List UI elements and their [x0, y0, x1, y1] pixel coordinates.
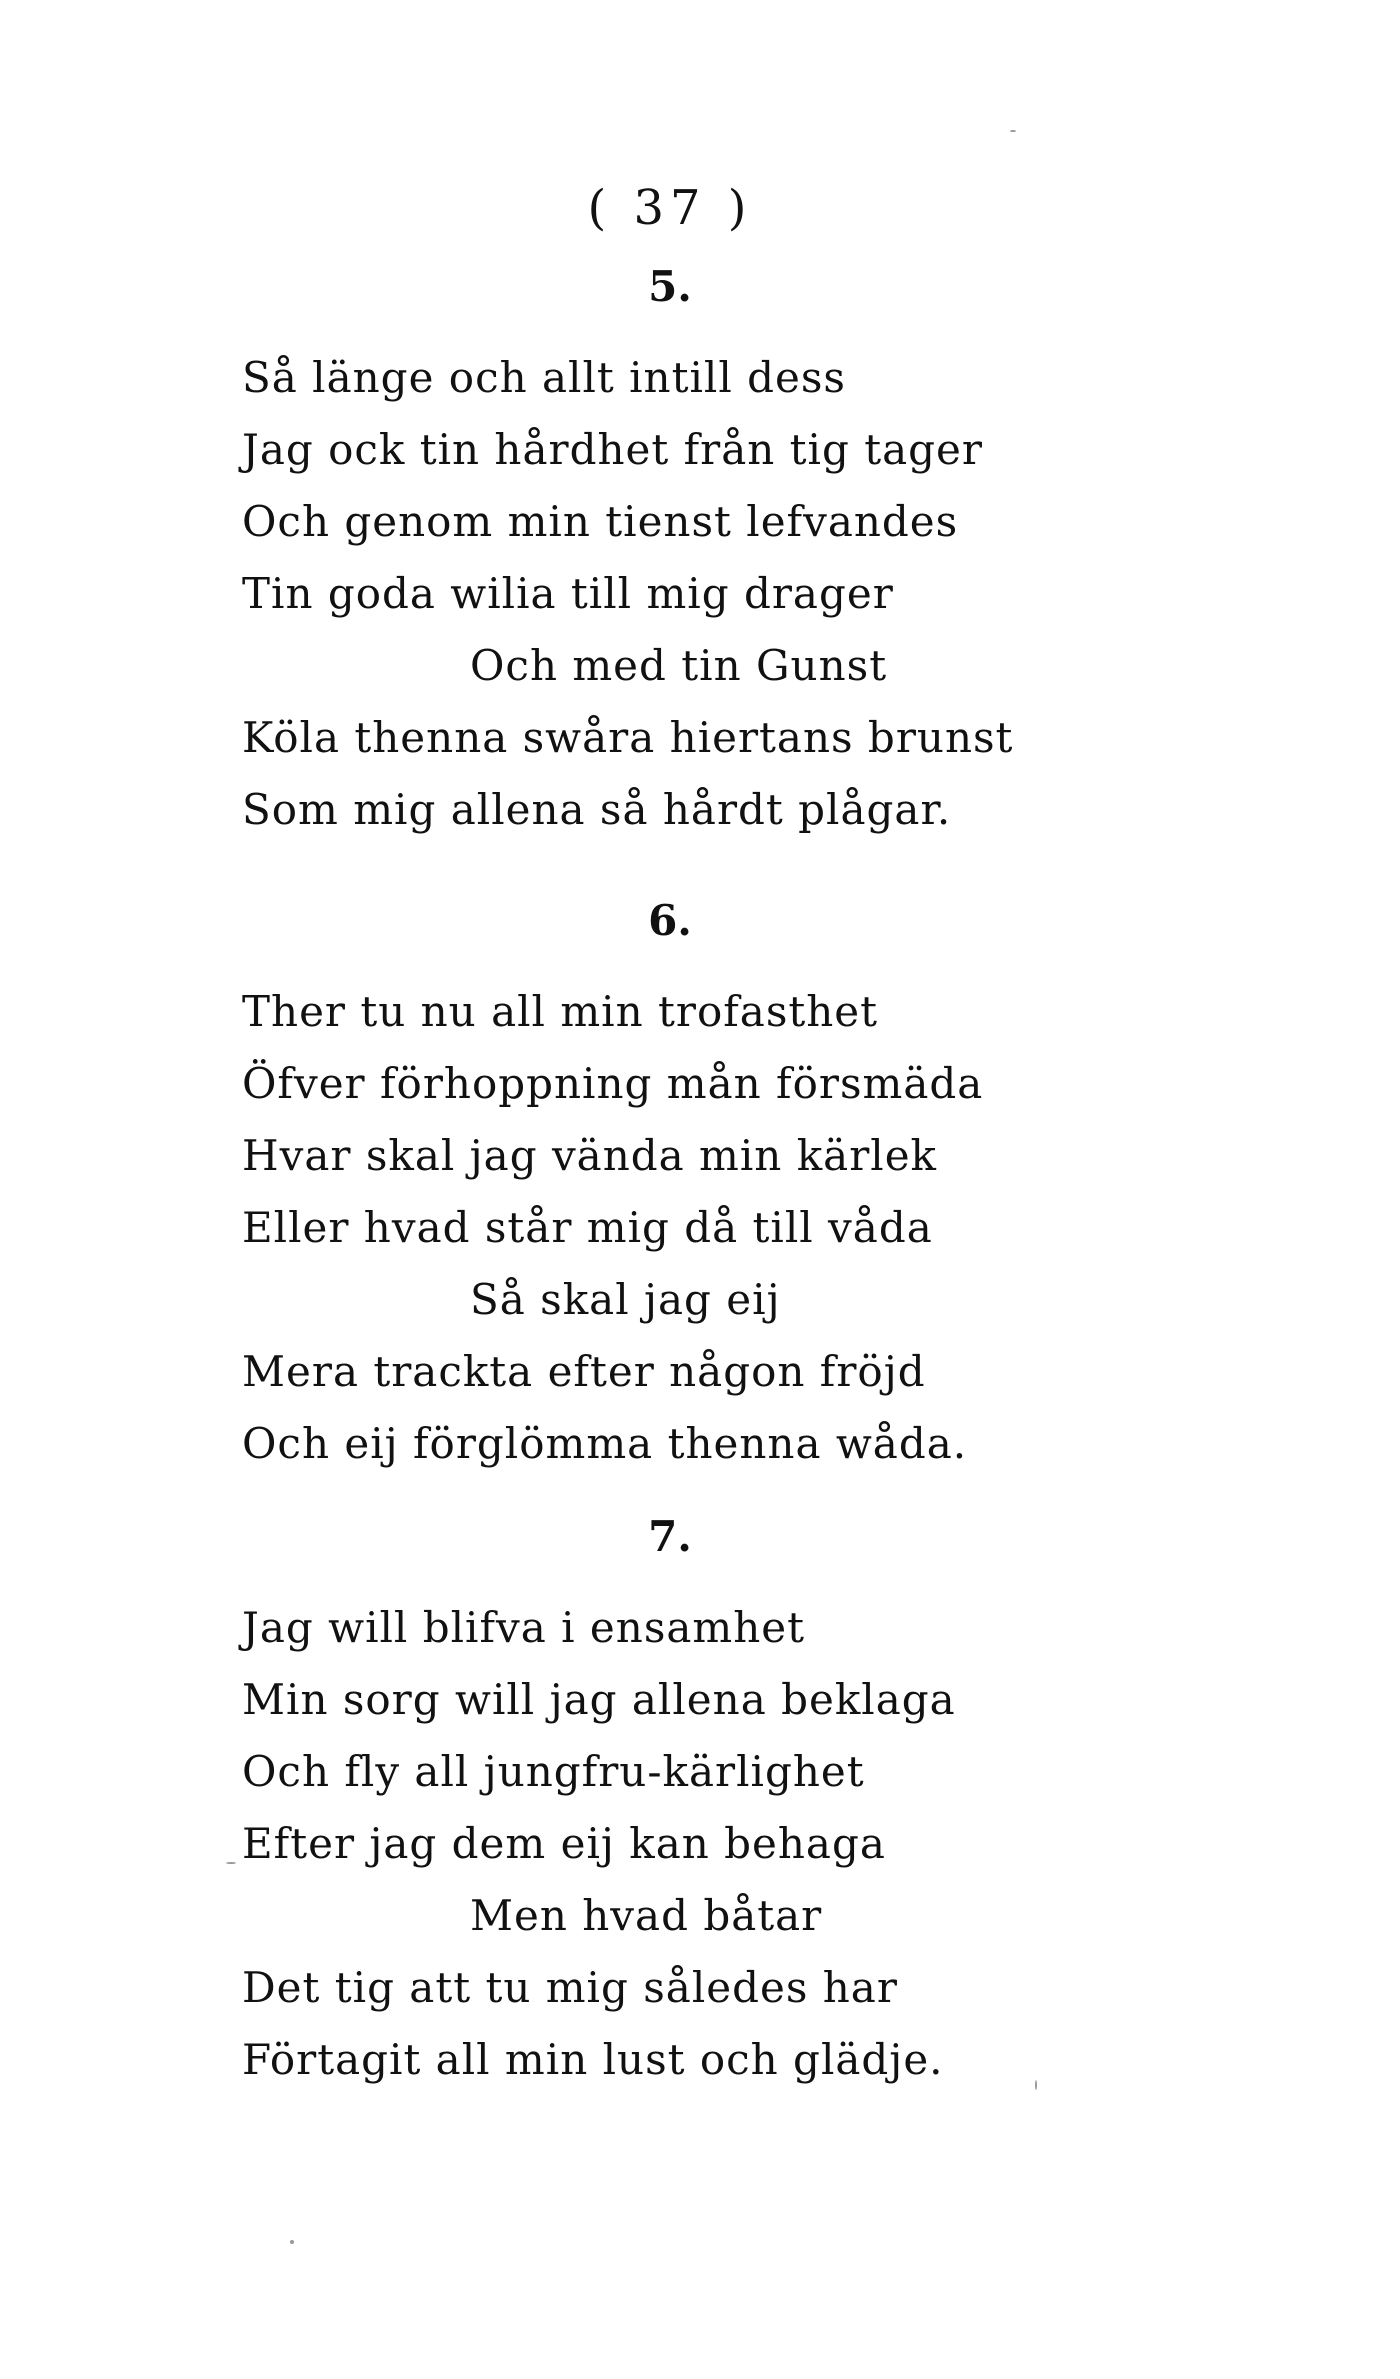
verse-line: Det tig att tu mig således har — [242, 1963, 898, 2012]
verse-line: Som mig allena så hårdt plågar. — [242, 785, 952, 834]
verse-line: Eller hvad står mig då till våda — [242, 1203, 933, 1252]
verse-line: Ther tu nu all min trofasthet — [242, 987, 879, 1036]
verse-line: Tin goda wilia till mig drager — [242, 569, 894, 618]
verse-line: Och eij förglömma thenna wåda. — [242, 1419, 968, 1468]
verse-line: Jag will blifva i ensamhet — [242, 1603, 806, 1652]
print-speck — [226, 1862, 236, 1864]
stanza-number-6: 6. — [648, 896, 692, 945]
verse-line: Och fly all jungfru-kärlighet — [242, 1747, 865, 1796]
verse-line-indented: Så skal jag eij — [470, 1275, 781, 1324]
verse-line: Och genom min tienst lefvandes — [242, 497, 959, 546]
print-speck — [290, 2240, 294, 2244]
stanza-7 — [242, 1592, 1262, 2096]
verse-line: Förtagit all min lust och glädje. — [242, 2035, 944, 2084]
print-speck — [1035, 2080, 1037, 2090]
stanza-6 — [242, 976, 1262, 1480]
verse-line: Öfver förhoppning mån försmäda — [242, 1059, 984, 1108]
verse-line: Köla thenna swåra hiertans brunst — [242, 713, 1014, 762]
stanza-5 — [242, 342, 1262, 846]
print-speck — [1010, 130, 1016, 132]
stanza-number-7: 7. — [648, 1512, 692, 1561]
verse-line: Efter jag dem eij kan behaga — [242, 1819, 886, 1868]
verse-line: Hvar skal jag vända min kärlek — [242, 1131, 938, 1180]
stanza-number-5: 5. — [648, 262, 692, 311]
verse-line-indented: Och med tin Gunst — [470, 641, 888, 690]
verse-line-indented: Men hvad båtar — [470, 1891, 823, 1940]
verse-line: Min sorg will jag allena beklaga — [242, 1675, 956, 1724]
verse-line: Så länge och allt intill dess — [242, 353, 846, 402]
page-number: ( 37 ) — [587, 180, 753, 236]
verse-line: Mera trackta efter någon fröjd — [242, 1347, 926, 1396]
verse-line: Jag ock tin hårdhet från tig tager — [242, 425, 983, 474]
